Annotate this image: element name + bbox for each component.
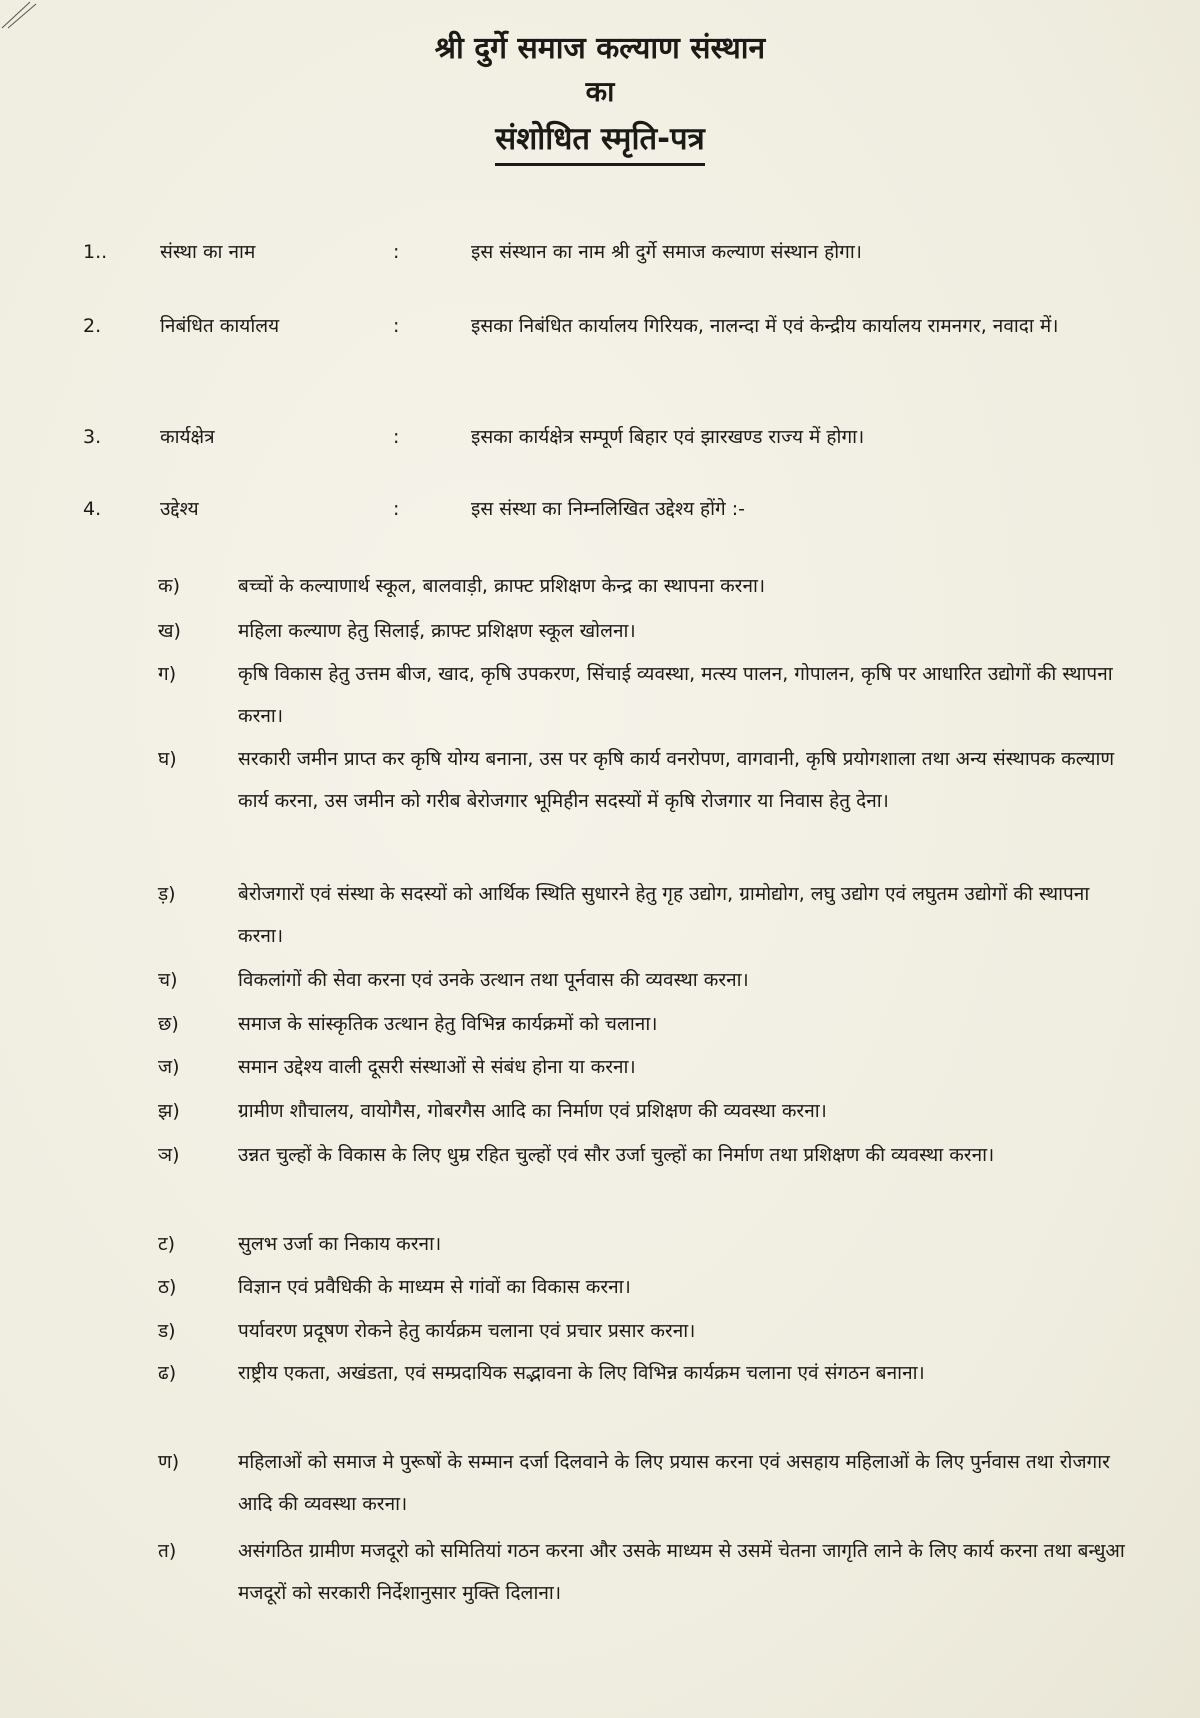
objective-text: महिला कल्याण हेतु सिलाई, क्राफ्ट प्रशिक्षण स्कूल खोलना। xyxy=(238,620,636,642)
objective-marker: ग) xyxy=(158,663,177,685)
objective-marker: ज) xyxy=(158,1056,180,1078)
objective-text: बेरोजगारों एवं संस्था के सदस्यों को आर्थिक स्थिति सुधारने हेतु गृह उद्योग, ग्रामोद्योग, लघु उद्योग एवं लघुतम उद्योगों की स्थापना करना। xyxy=(238,883,1090,947)
objective-text: विज्ञान एवं प्रवैधिकी के माध्यम से गांवों का विकास करना। xyxy=(238,1276,631,1298)
objective-marker: ण) xyxy=(158,1451,180,1473)
section-number: 3. xyxy=(83,426,102,448)
objective-text: असंगठित ग्रामीण मजदूरो को समितियां गठन करना और उसके माध्यम से उसमें चेतना जागृति लाने के लिए कार्य करना तथा बन्धुआ मजदूरों को सरकारी निर्देशानुसार मुक्ति दिलाना। xyxy=(238,1540,1125,1604)
objective-marker: ड़) xyxy=(158,883,176,905)
objective-text: विकलांगों की सेवा करना एवं उनके उत्थान तथा पूर्नवास की व्यवस्था करना। xyxy=(238,969,749,991)
document-subtitle: संशोधित स्मृति-पत्र xyxy=(495,124,705,166)
document-header xyxy=(0,28,1200,166)
section-registered-office xyxy=(83,317,1163,387)
objective-marker: ञ) xyxy=(158,1144,180,1166)
objective-marker: ख) xyxy=(158,620,181,642)
section-label: कार्यक्षेत्र xyxy=(160,426,215,448)
objective-marker: ड) xyxy=(158,1320,176,1342)
objective-marker: क) xyxy=(158,575,181,597)
objective-text: उन्नत चुल्हों के विकास के लिए धुम्र रहित चुल्हों एवं सौर उर्जा चुल्हों का निर्माण तथा प्रशिक्षण की व्यवस्था करना। xyxy=(238,1144,995,1166)
section-text: इसका निबंधित कार्यालय गिरियक, नालन्दा में एवं केन्द्रीय कार्यालय रामनगर, नवादा में। xyxy=(471,315,1059,337)
objective-marker: छ) xyxy=(158,1013,179,1035)
objective-text: महिलाओं को समाज मे पुरूषों के सम्मान दर्जा दिलवाने के लिए प्रयास करना एवं असहाय महिलाओं के लिए पुर्नवास तथा रोजगार आदि की व्यवस्था करना। xyxy=(238,1451,1110,1515)
objective-marker: ट) xyxy=(158,1233,175,1255)
objective-marker: च) xyxy=(158,969,178,991)
objective-text: समाज के सांस्कृतिक उत्थान हेतु विभिन्न कार्यक्रमों को चलाना। xyxy=(238,1013,658,1035)
section-number: 2. xyxy=(83,315,102,337)
organization-title: श्री दुर्गे समाज कल्याण संस्थान xyxy=(434,31,766,66)
objective-text: सुलभ उर्जा का निकाय करना। xyxy=(238,1233,442,1255)
section-label: उद्देश्य xyxy=(160,498,199,520)
objective-text: कृषि विकास हेतु उत्तम बीज, खाद, कृषि उपकरण, सिंचाई व्यवस्था, मत्स्य पालन, गोपालन, कृषि पर आधारित उद्योगों की स्थापना करना। xyxy=(238,663,1113,727)
objective-text: पर्यावरण प्रदूषण रोकने हेतु कार्यक्रम चलाना एवं प्रचार प्रसार करना। xyxy=(238,1320,696,1342)
objective-text: सरकारी जमीन प्राप्त कर कृषि योग्य बनाना, उस पर कृषि कार्य वनरोपण, वागवानी, कृषि प्रयोगशाला तथा अन्य संस्थापक कल्याण कार्य करना, उस जमीन को गरीब बेरोजगार भूमिहीन सदस्यों में कृषि रोजगार या निवास हेतु देना। xyxy=(238,748,1115,812)
section-colon: : xyxy=(393,498,400,520)
section-colon: : xyxy=(393,241,400,263)
title-connector: का xyxy=(585,75,615,108)
objective-text: ग्रामीण शौचालय, वायोगैस, गोबरगैस आदि का निर्माण एवं प्रशिक्षण की व्यवस्था करना। xyxy=(238,1100,827,1122)
objective-marker: घ) xyxy=(158,748,177,770)
objective-marker: ढ) xyxy=(158,1362,177,1384)
section-work-area xyxy=(83,428,1163,458)
objective-marker: त) xyxy=(158,1540,177,1562)
section-number: 4. xyxy=(83,498,102,520)
section-label: निबंधित कार्यालय xyxy=(160,315,280,337)
section-number: 1.. xyxy=(83,241,108,263)
section-objectives xyxy=(83,500,1163,530)
corner-mark xyxy=(0,0,40,30)
section-colon: : xyxy=(393,426,400,448)
section-label: संस्था का नाम xyxy=(160,241,256,263)
section-text: इस संस्था का निम्नलिखित उद्देश्य होंगे :- xyxy=(471,498,746,520)
objective-text: राष्ट्रीय एकता, अखंडता, एवं सम्प्रदायिक सद्भावना के लिए विभिन्न कार्यक्रम चलाना एवं संगठन बनाना। xyxy=(238,1362,925,1384)
objective-marker: ठ) xyxy=(158,1276,177,1298)
objective-text: बच्चों के कल्याणार्थ स्कूल, बालवाड़ी, क्राफ्ट प्रशिक्षण केन्द्र का स्थापना करना। xyxy=(238,575,766,597)
section-name xyxy=(83,243,1163,273)
section-colon: : xyxy=(393,315,400,337)
section-text: इसका कार्यक्षेत्र सम्पूर्ण बिहार एवं झारखण्ड राज्य में होगा। xyxy=(471,426,865,448)
objective-marker: झ) xyxy=(158,1100,180,1122)
objective-text: समान उद्देश्य वाली दूसरी संस्थाओं से संबंध होना या करना। xyxy=(238,1056,636,1078)
section-text: इस संस्थान का नाम श्री दुर्गे समाज कल्याण संस्थान होगा। xyxy=(471,241,862,263)
